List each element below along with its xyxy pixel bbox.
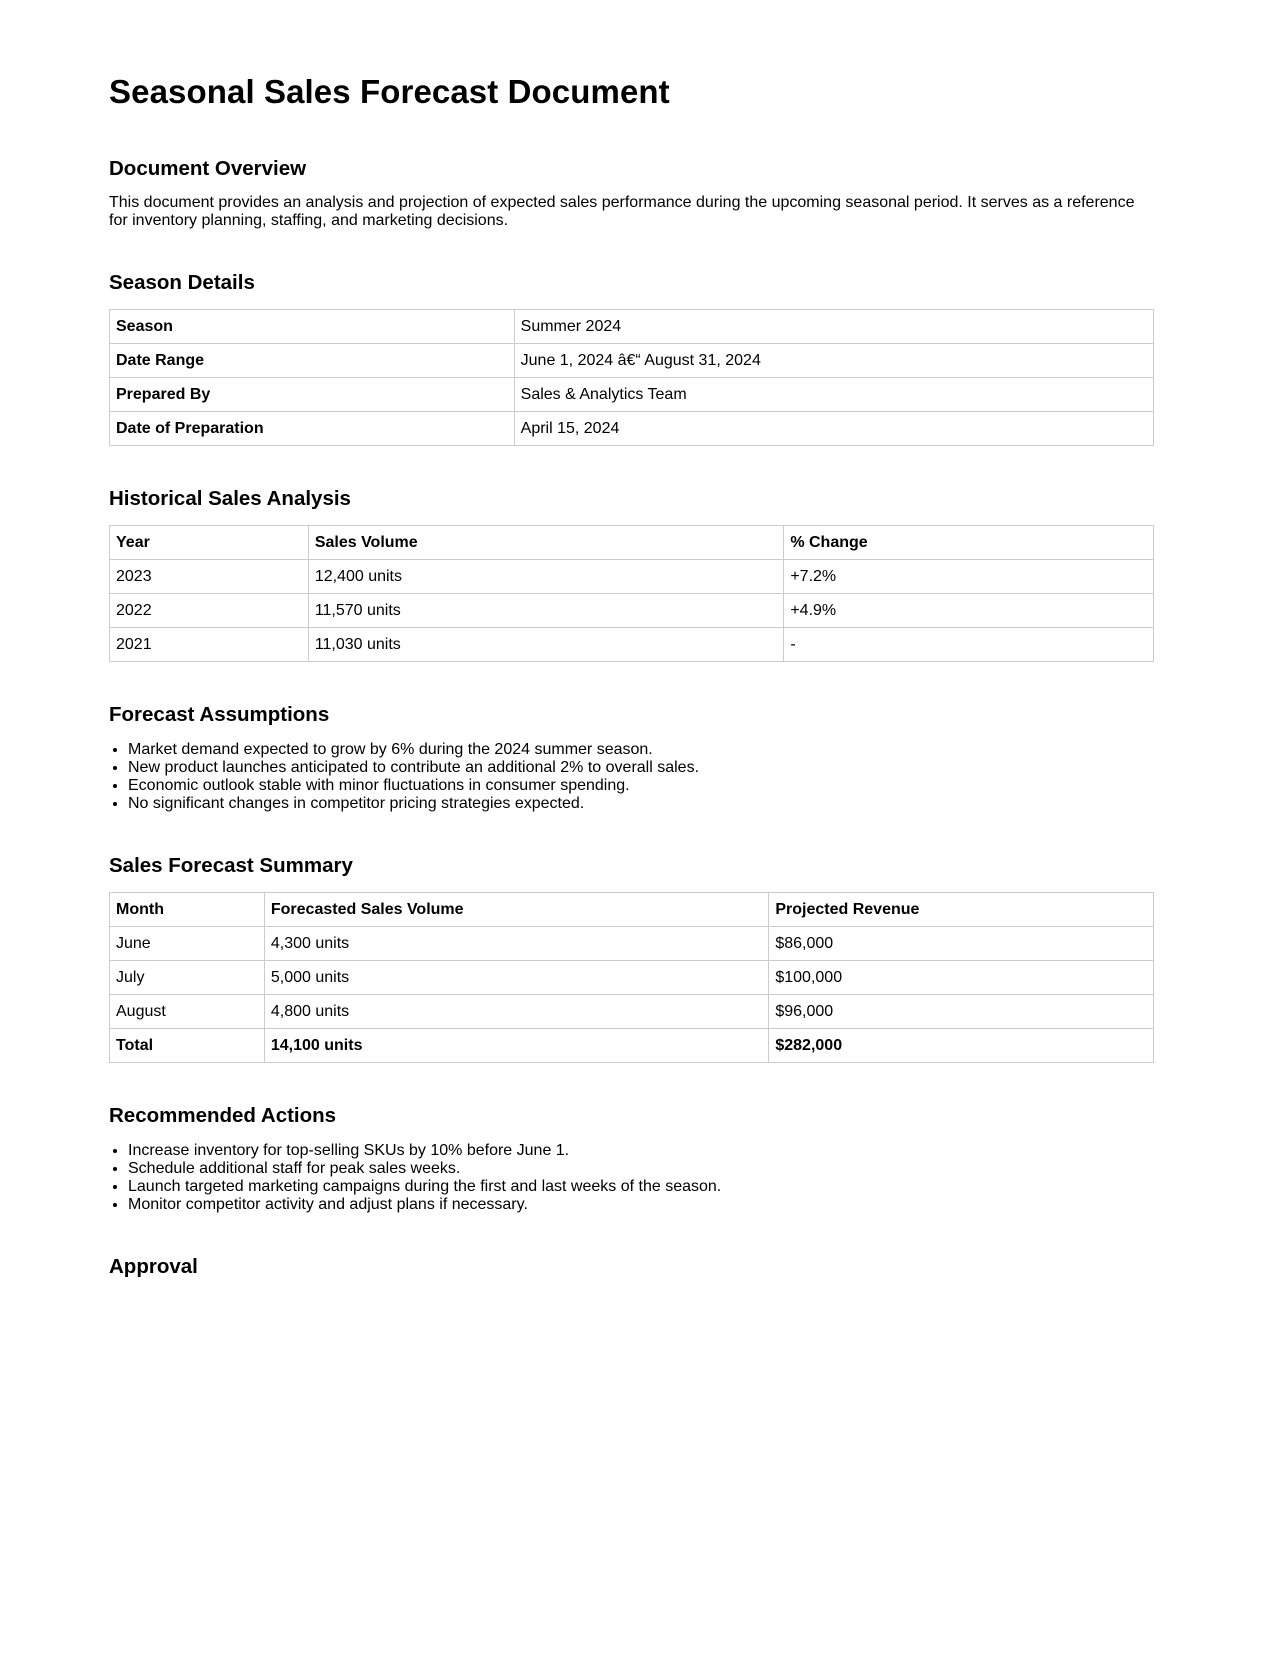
actions-list <box>109 1142 1154 1214</box>
season-value: Summer 2024 <box>514 310 1153 344</box>
column-header-sales-volume: Sales Volume <box>308 526 784 560</box>
list-item: • Economic outlook stable with minor fluctuations in consumer spending. <box>128 777 1154 795</box>
list-item: • New product launches anticipated to contribute an additional 2% to overall sales. <box>128 759 1154 777</box>
table-row <box>110 628 1154 662</box>
forecast-volume-cell: 4,800 units <box>264 995 768 1029</box>
table-row <box>110 560 1154 594</box>
month-cell: June <box>110 927 265 961</box>
season-details-table <box>109 309 1154 446</box>
season-details-heading: Season Details <box>109 271 255 294</box>
month-cell: August <box>110 995 265 1029</box>
season-label: Season <box>110 310 515 344</box>
table-row <box>110 378 1154 412</box>
total-volume-cell: 14,100 units <box>264 1029 768 1063</box>
month-cell: July <box>110 961 265 995</box>
prepared-by-label: Prepared By <box>110 378 515 412</box>
table-row <box>110 961 1154 995</box>
table-row <box>110 927 1154 961</box>
change-cell: - <box>784 628 1154 662</box>
date-range-label: Date Range <box>110 344 515 378</box>
date-range-value: June 1, 2024 â€“ August 31, 2024 <box>514 344 1153 378</box>
table-row <box>110 412 1154 446</box>
list-item: • Market demand expected to grow by 6% during the 2024 summer season. <box>128 741 1154 759</box>
document-content <box>109 0 1154 1300</box>
actions-heading: Recommended Actions <box>109 1104 337 1127</box>
revenue-cell: $100,000 <box>769 961 1154 995</box>
date-of-preparation-value: April 15, 2024 <box>514 412 1153 446</box>
historical-table <box>109 525 1154 662</box>
table-header-row <box>110 526 1154 560</box>
forecast-volume-cell: 5,000 units <box>264 961 768 995</box>
year-cell: 2021 <box>110 628 309 662</box>
total-revenue-cell: $282,000 <box>769 1029 1154 1063</box>
page-title: Seasonal Sales Forecast Document <box>109 73 670 110</box>
column-header-change: % Change <box>784 526 1154 560</box>
forecast-table <box>109 892 1154 1063</box>
table-header-row <box>110 893 1154 927</box>
list-item: • Increase inventory for top-selling SKUs by 10% before June 1. <box>128 1142 1154 1160</box>
historical-heading: Historical Sales Analysis <box>109 487 351 510</box>
column-header-month: Month <box>110 893 265 927</box>
column-header-year: Year <box>110 526 309 560</box>
change-cell: +7.2% <box>784 560 1154 594</box>
change-cell: +4.9% <box>784 594 1154 628</box>
table-row <box>110 594 1154 628</box>
forecast-heading: Sales Forecast Summary <box>109 854 353 877</box>
list-item: • Monitor competitor activity and adjust plans if necessary. <box>128 1196 1154 1214</box>
approval-heading: Approval <box>109 1255 198 1278</box>
year-cell: 2023 <box>110 560 309 594</box>
year-cell: 2022 <box>110 594 309 628</box>
list-item: • No significant changes in competitor pricing strategies expected. <box>128 795 1154 813</box>
assumptions-heading: Forecast Assumptions <box>109 703 330 726</box>
overview-text: This document provides an analysis and projection of expected sales performance during the upcoming seasonal period. It serves as a reference for inventory planning, staffing, and marketing decisions. <box>109 194 1135 229</box>
total-label-cell: Total <box>110 1029 265 1063</box>
list-item: • Schedule additional staff for peak sales weeks. <box>128 1160 1154 1178</box>
list-item: • Launch targeted marketing campaigns during the first and last weeks of the season. <box>128 1178 1154 1196</box>
sales-volume-cell: 12,400 units <box>308 560 784 594</box>
date-of-preparation-label: Date of Preparation <box>110 412 515 446</box>
revenue-cell: $86,000 <box>769 927 1154 961</box>
assumptions-list <box>109 741 1154 813</box>
sales-volume-cell: 11,570 units <box>308 594 784 628</box>
table-row <box>110 995 1154 1029</box>
column-header-forecasted-sales-volume: Forecasted Sales Volume <box>264 893 768 927</box>
forecast-volume-cell: 4,300 units <box>264 927 768 961</box>
table-row <box>110 344 1154 378</box>
table-row <box>110 310 1154 344</box>
prepared-by-value: Sales & Analytics Team <box>514 378 1153 412</box>
revenue-cell: $96,000 <box>769 995 1154 1029</box>
table-total-row <box>110 1029 1154 1063</box>
overview-heading: Document Overview <box>109 157 307 180</box>
sales-volume-cell: 11,030 units <box>308 628 784 662</box>
column-header-projected-revenue: Projected Revenue <box>769 893 1154 927</box>
